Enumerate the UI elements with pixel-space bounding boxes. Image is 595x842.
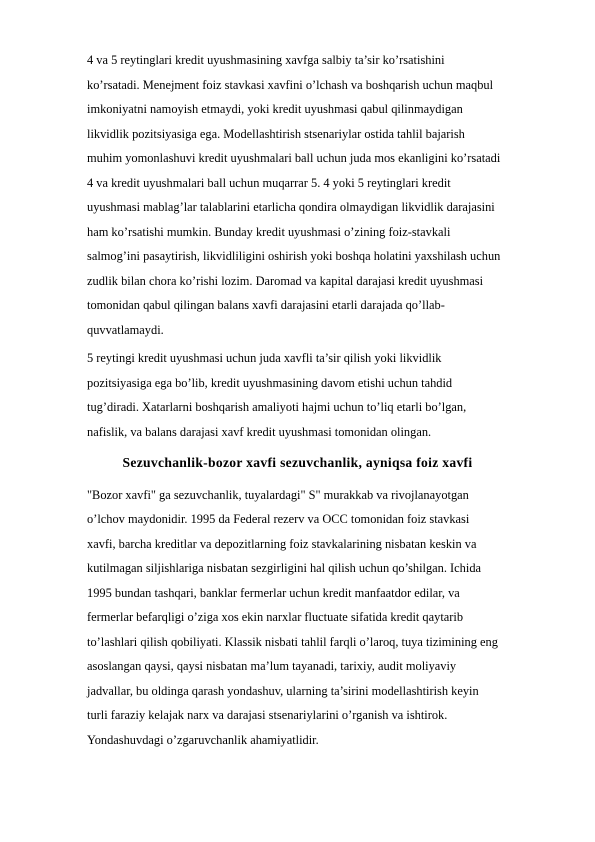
text-line: likvidlik pozitsiyasiga ega. Modellashtirish stsenariylar ostida tahlil bajarish	[87, 127, 465, 141]
text-line: 1995 bundan tashqari, banklar fermerlar uchun kredit manfaatdor edilar, va	[87, 586, 460, 600]
text-line: tomonidan qabul qilingan balans xavfi darajasini etarli darajada qo’llab-	[87, 298, 445, 312]
text-line: kutilmagan siljishlariga nisbatan sezgirligini hal qilish uchun qo’shilgan. Ichida	[87, 561, 482, 575]
text-line: Yondashuvdagi o’zgaruvchanlik ahamiyatlidir.	[87, 733, 319, 747]
text-line: "Bozor xavfi" ga sezuvchanlik, tuyalardagi" S" murakkab va rivojlanayotgan	[87, 488, 469, 502]
text-line: ko’rsatadi. Menejment foiz stavkasi xavfini o’lchash va boshqarish uchun maqbul	[87, 78, 494, 92]
text-line: salmog’ini pasaytirish, likvidliligini oshirish yoki boshqa holatini yaxshilash uchun	[87, 249, 501, 263]
text-line: ham ko’rsatishi mumkin. Bunday kredit uyushmasi o’zining foiz-stavkali	[87, 225, 451, 239]
text-line: 5 reytingi kredit uyushmasi uchun juda xavfli ta’sir qilish yoki likvidlik	[87, 351, 442, 365]
text-line: asoslangan qaysi, qaysi nisbatan ma’lum tayanadi, tarixiy, audit moliyaviy	[87, 659, 457, 673]
text-line: imkoniyatni namoyish etmaydi, yoki kredit uyushmasi qabul qilinmaydigan	[87, 102, 463, 116]
text-line: pozitsiyasiga ega bo’lib, kredit uyushmasining davom etishi uchun tahdid	[87, 376, 453, 390]
text-line: tug’diradi. Xatarlarni boshqarish amaliyoti hajmi uchun to’liq etarli bo’lgan,	[87, 400, 467, 414]
text-line: o’lchov maydonidir. 1995 da Federal rezerv va OCC tomonidan foiz stavkasi	[87, 512, 470, 526]
section-heading: Sezuvchanlik-bozor xavfi sezuvchanlik, ayniqsa foiz xavfi	[122, 455, 473, 470]
text-line: muhim yomonlashuvi kredit uyushmalari ball uchun juda mos ekanligini ko’rsatadi	[87, 151, 501, 165]
text-line: 4 va kredit uyushmalari ball uchun muqarrar 5. 4 yoki 5 reytinglari kredit	[87, 176, 451, 190]
text-line: turli faraziy kelajak narx va darajasi stsenariylarini o’rganish va ishtirok.	[87, 708, 448, 722]
text-line: 4 va 5 reytinglari kredit uyushmasining xavfga salbiy ta’sir ko’rsatishini	[87, 53, 445, 67]
text-line: fermerlar befarqligi o’ziga xos ekin narxlar fluctuate sifatida kredit qaytarib	[87, 610, 464, 624]
text-line: nafislik, va balans darajasi xavf kredit uyushmasi tomonidan olingan.	[87, 425, 432, 439]
text-line: uyushmasi mablag’lar talablarini etarlicha qondira olmaydigan likvidlik darajasini	[87, 200, 495, 214]
text-line: quvvatlamaydi.	[87, 323, 164, 337]
text-line: xavfi, barcha kreditlar va depozitlarning foiz stavkalarining nisbatan keskin va	[87, 537, 477, 551]
text-line: to’lashlari qilish qobiliyati. Klassik nisbati tahlil farqli o’laroq, tuya tizimining eng	[87, 635, 498, 649]
text-line: zudlik bilan chora ko’rishi lozim. Daromad va kapital darajasi kredit uyushmasi	[87, 274, 484, 288]
text-line: jadvallar, bu oldinga qarash yondashuv, ularning ta’sirini modellashtirish keyin	[87, 684, 479, 698]
